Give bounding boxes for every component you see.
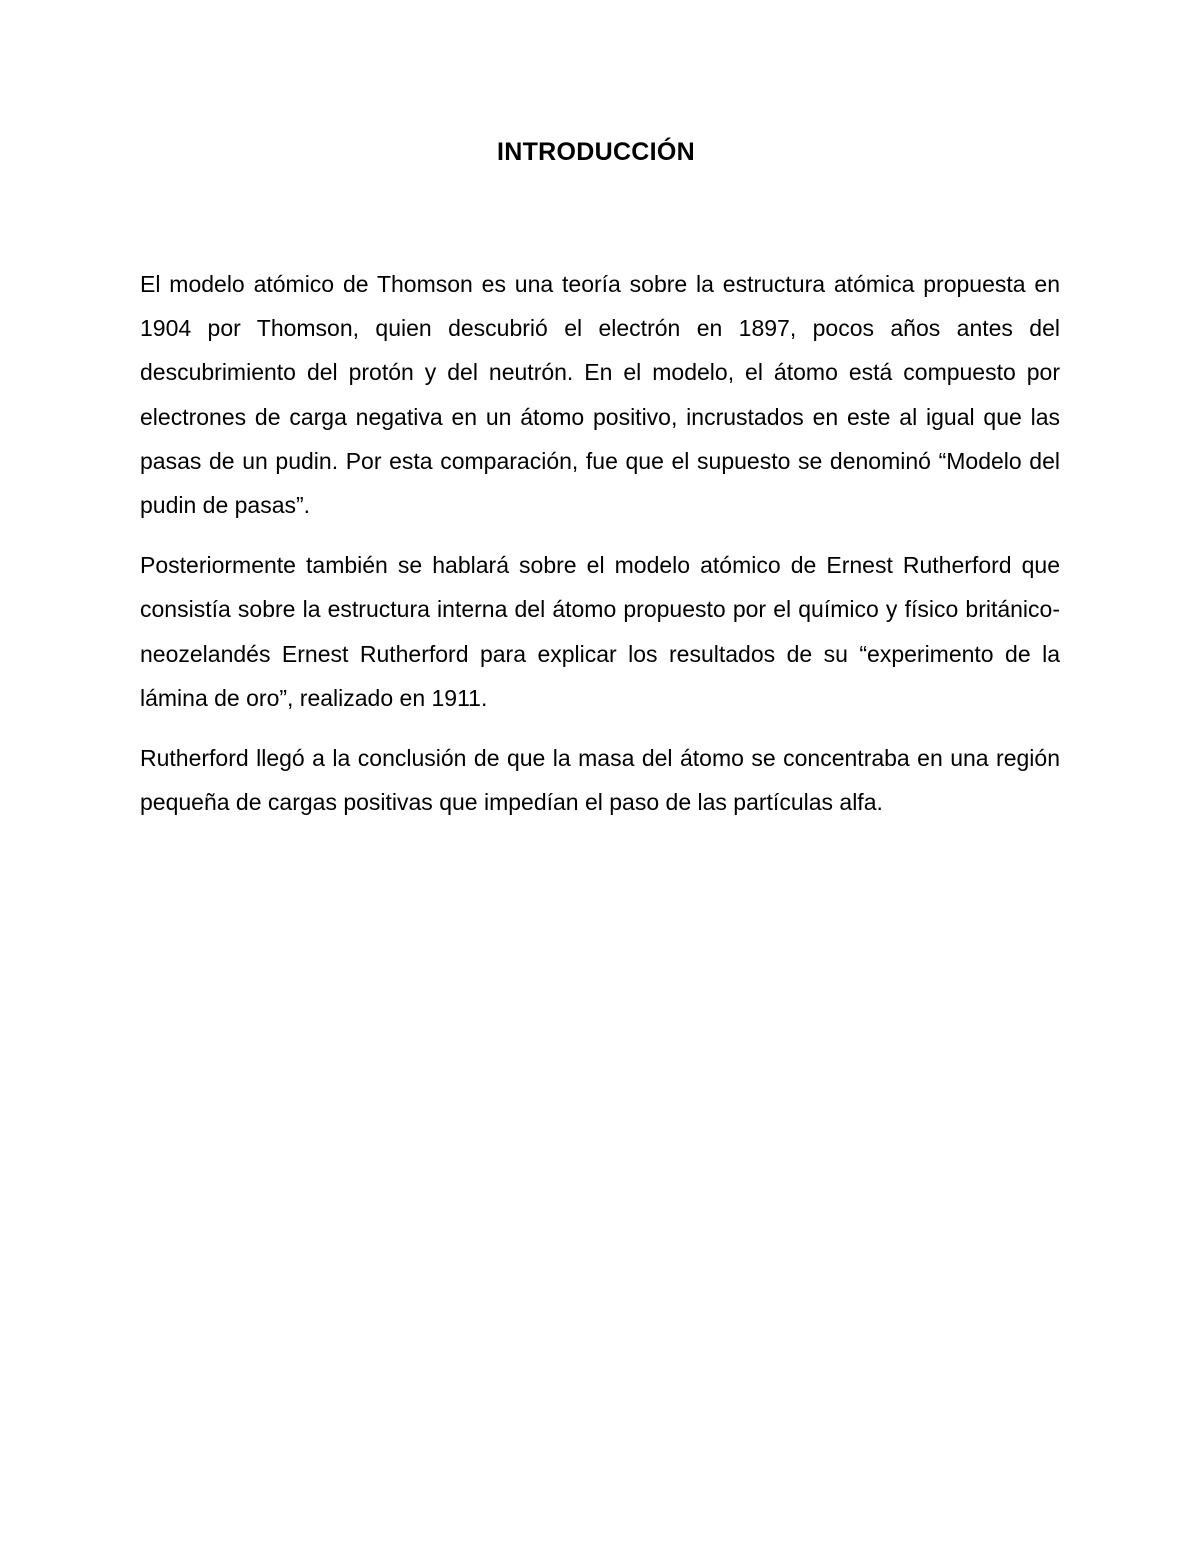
paragraph-rutherford-conclusion: Rutherford llegó a la conclusión de que la masa del átomo se concentraba en una región pequeña de cargas positivas que impedían el paso de las partículas alfa. (140, 745, 1060, 816)
paragraph-thomson-model: El modelo atómico de Thomson es una teoría sobre la estructura atómica propuesta en 1904 por Thomson, quien descubrió el electrón en 1897, pocos años antes del descubrimiento del protón y del neutrón. En el modelo, el átomo está compuesto por electrones de carga negativa en un átomo positivo, incrustados en este al igual que las pasas de un pudin. Por esta comparación, fue que el supuesto se denominó “Modelo del pudin de pasas”. (140, 271, 1060, 519)
paragraph-rutherford-model: Posteriormente también se hablará sobre el modelo atómico de Ernest Rutherford que consistía sobre la estructura interna del átomo propuesto por el químico y físico británico-neozelandés Ernest Rutherford para explicar los resultados de su “experimento de la lámina de oro”, realizado en 1911. (140, 552, 1060, 711)
page-title: INTRODUCCIÓN (496, 138, 696, 166)
document-body (140, 262, 1060, 824)
